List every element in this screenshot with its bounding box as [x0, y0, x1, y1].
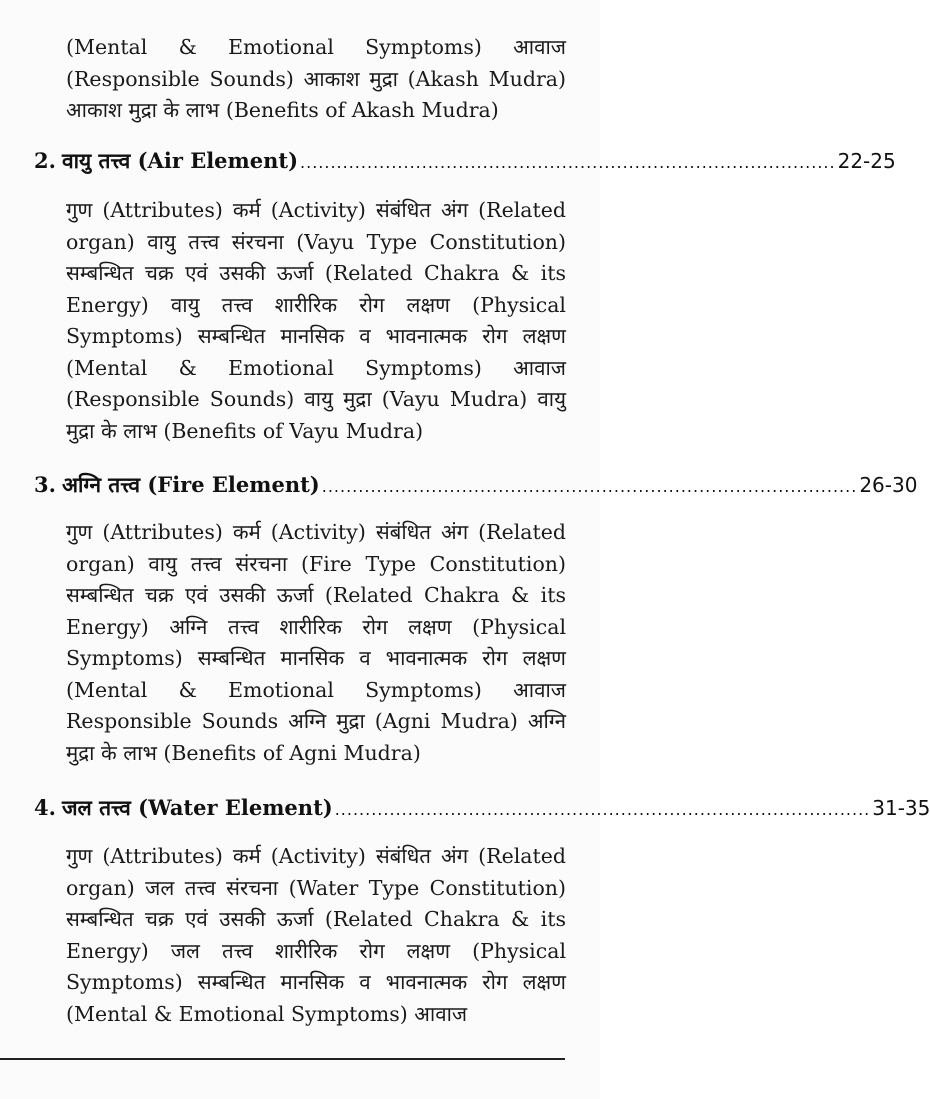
entry-title: वायु तत्त्व (Air Element): [61, 148, 299, 173]
entry-page-range: 22-25: [837, 149, 896, 173]
toc-entry-fire-element: [34, 470, 918, 502]
entry-number: 2.: [34, 148, 56, 173]
entry-number: 3.: [34, 472, 56, 497]
entry-title: अग्नि तत्त्व (Fire Element): [61, 472, 320, 497]
entry-description-air: गुण (Attributes) कर्म (Activity) संबंधित अंग (Related organ) वायु तत्त्व संरचना (Vayu Type Constitution) सम्बन्धित चक्र एवं उसकी ऊर्जा (Related Chakra & its Energy) वायु तत्त्व शारीरिक रोग लक्षण (Physical Symptoms) सम्बन्धित मानसिक व भावनात्मक रोग लक्षण (Mental & Emotional Symptoms) आवाज (Responsible Sounds) वायु मुद्रा (Vayu Mudra) वायु मुद्रा के लाभ (Benefits of Vayu Mudra): [66, 198, 566, 443]
bottom-rule-divider: [0, 1058, 565, 1060]
entry-description-fire: गुण (Attributes) कर्म (Activity) संबंधित अंग (Related organ) वायु तत्त्व संरचना (Fire Type Constitution) सम्बन्धित चक्र एवं उसकी ऊर्जा (Related Chakra & its Energy) अग्नि तत्त्व शारीरिक रोग लक्षण (Physical Symptoms) सम्बन्धित मानसिक व भावनात्मक रोग लक्षण (Mental & Emotional Symptoms) आवाज Responsible Sounds अग्नि मुद्रा (Agni Mudra) अग्नि मुद्रा के लाभ (Benefits of Agni Mudra): [66, 520, 566, 765]
entry-page-range: 26-30: [859, 473, 918, 497]
entry-title: जल तत्त्व (Water Element): [61, 795, 333, 820]
toc-entry-air-element: [34, 146, 896, 178]
toc-entry-water-element: [34, 793, 930, 825]
dot-leader: ........................................................................................: [334, 800, 871, 819]
entry-page-range: 31-35: [872, 796, 930, 820]
intro-paragraph: (Mental & Emotional Symptoms) आवाज (Responsible Sounds) आकाश मुद्रा (Akash Mudra) आकाश मुद्रा के लाभ (Benefits of Akash Mudra): [66, 35, 566, 122]
entry-description-water: गुण (Attributes) कर्म (Activity) संबंधित अंग (Related organ) जल तत्त्व संरचना (Water Type Constitution) सम्बन्धित चक्र एवं उसकी ऊर्जा (Related Chakra & its Energy) जल तत्त्व शारीरिक रोग लक्षण (Physical Symptoms) सम्बन्धित मानसिक व भावनात्मक रोग लक्षण (Mental & Emotional Symptoms) आवाज: [66, 844, 566, 1026]
entry-number: 4.: [34, 795, 56, 820]
dot-leader: ........................................................................................: [300, 153, 836, 172]
dot-leader: ........................................................................................: [321, 477, 858, 496]
